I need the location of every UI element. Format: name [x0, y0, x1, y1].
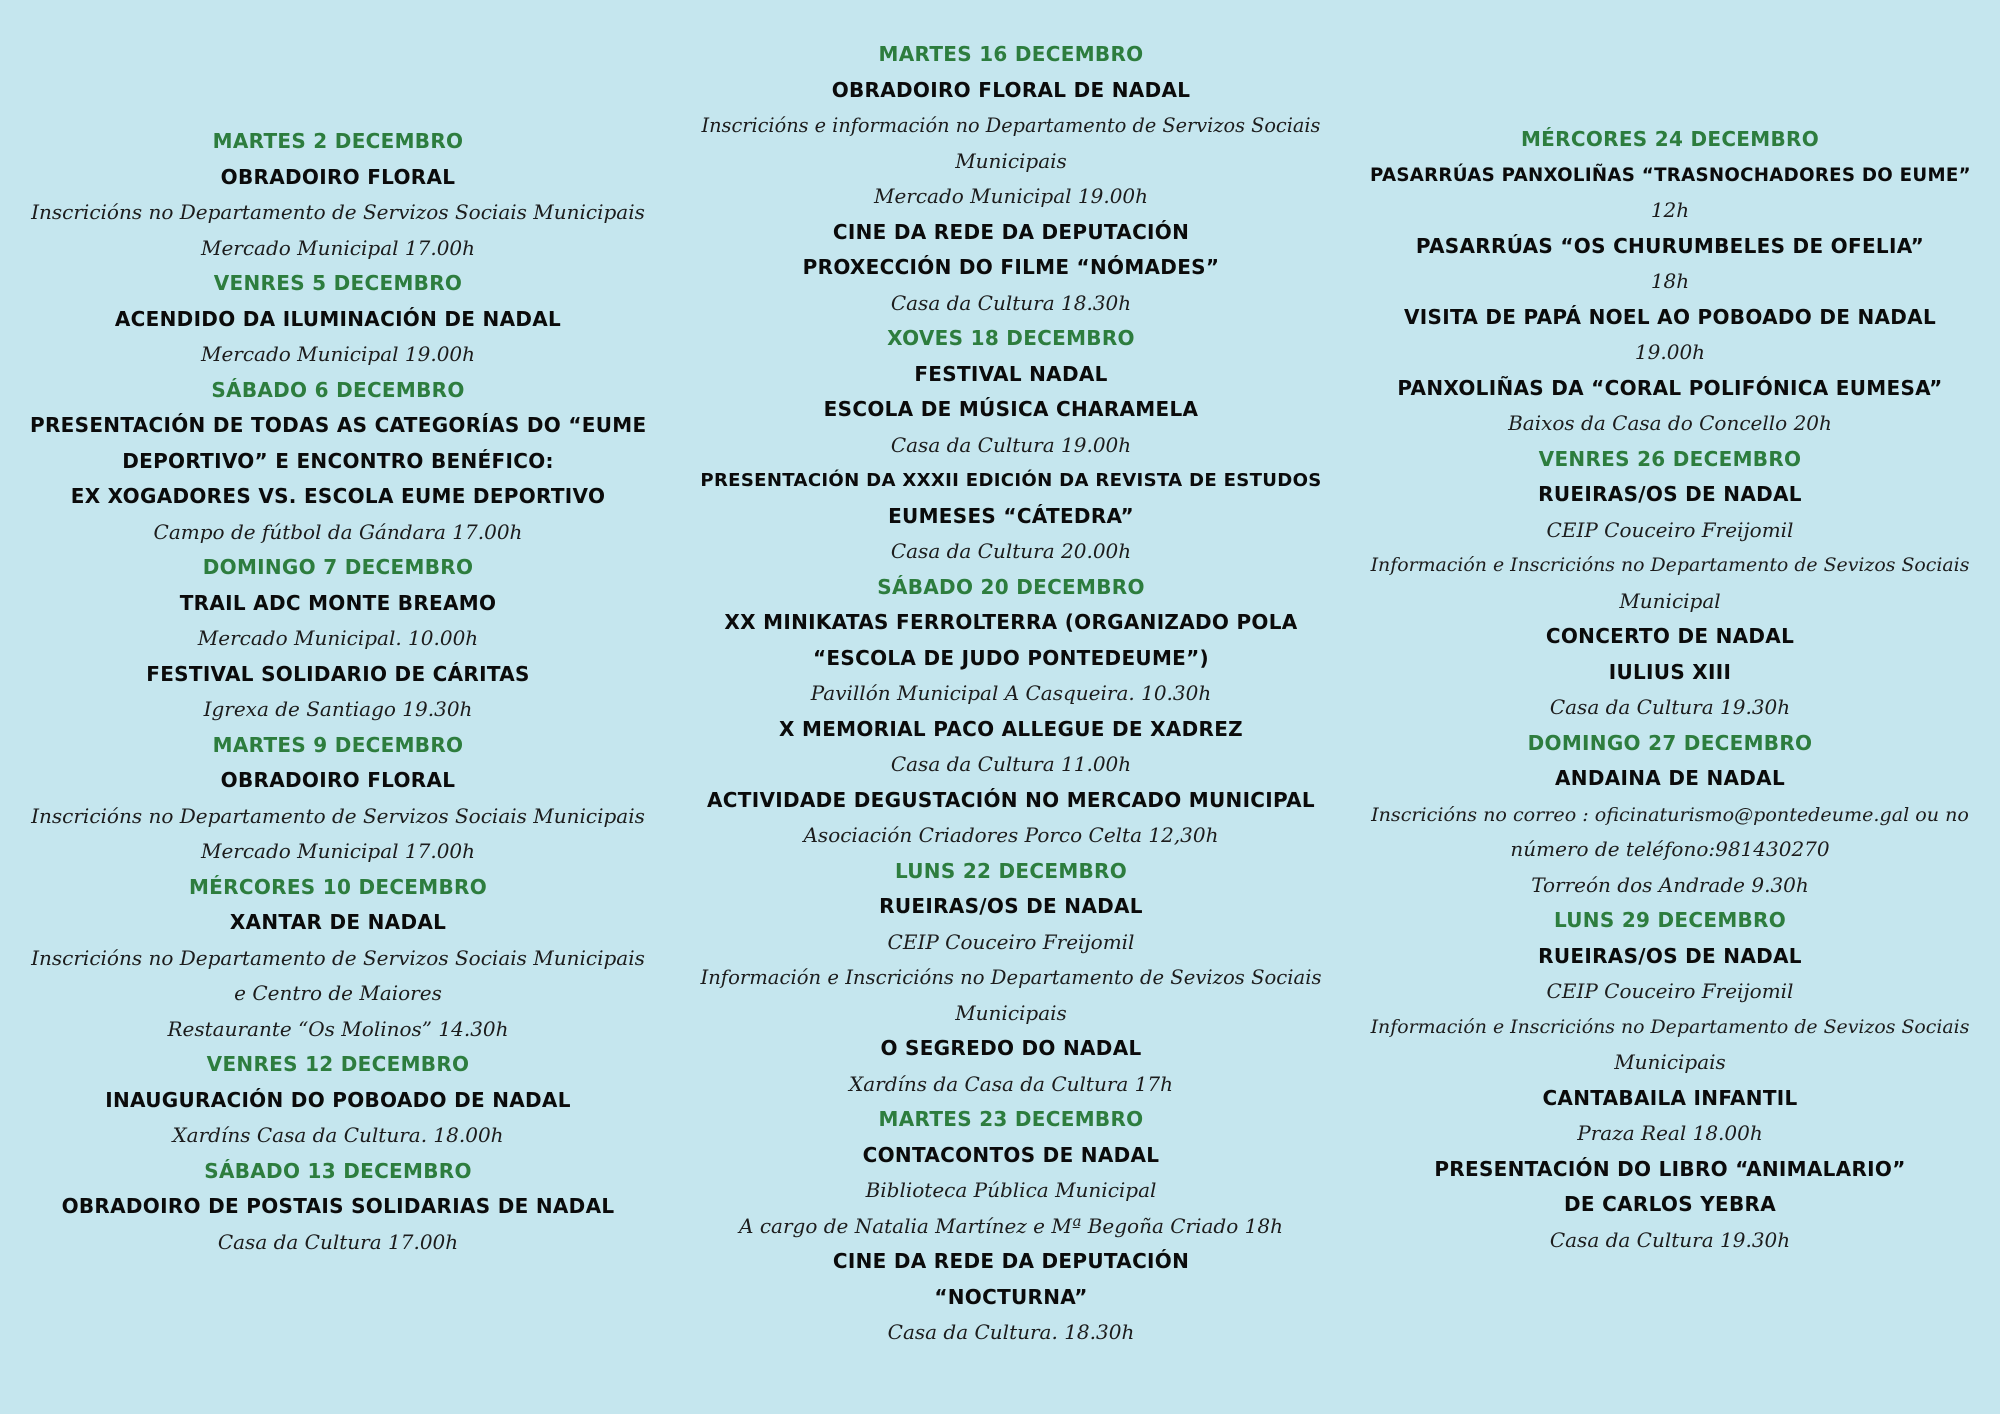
- event-detail: CEIP Couceiro Freijomil: [1546, 517, 1794, 542]
- event-detail: Casa da Cultura 19.00h: [890, 432, 1132, 457]
- event-detail: Municipais: [955, 1000, 1067, 1025]
- event-detail: Biblioteca Pública Municipal: [865, 1178, 1157, 1202]
- event-detail: Información e Inscricións no Departamento de Sevizos Sociais: [700, 966, 1322, 989]
- event-date: LUNS 29 DECEMBRO: [1553, 908, 1787, 932]
- event-date: VENRES 5 DECEMBRO: [213, 271, 463, 295]
- event-detail: Inscricións no Departamento de Servizos Sociais Municipais: [31, 945, 645, 970]
- event-detail: Mercado Municipal 19.00h: [873, 184, 1149, 208]
- event-detail: Mercado Municipal 17.00h: [200, 235, 476, 260]
- event-title: IULIUS XIII: [1608, 659, 1732, 684]
- event-title: XANTAR DE NADAL: [229, 910, 447, 934]
- event-detail: e Centro de Maiores: [234, 981, 442, 1005]
- event-title: PANXOLIÑAS DA “CORAL POLIFÓNICA EUMESA”: [1397, 375, 1943, 400]
- event-title: TRAIL ADC MONTE BREAMO: [179, 590, 497, 615]
- event-title: PASARRÚAS “OS CHURUMBELES DE OFELIA”: [1415, 233, 1925, 258]
- event-date: SÁBADO 13 DECEMBRO: [204, 1158, 472, 1183]
- event-detail: Baixos da Casa do Concello 20h: [1508, 411, 1832, 435]
- event-detail: Xardíns Casa da Cultura. 18.00h: [172, 1123, 504, 1147]
- event-detail: Restaurante “Os Molinos” 14.30h: [167, 1016, 509, 1041]
- event-title: O SEGREDO DO NADAL: [880, 1036, 1142, 1060]
- event-title: FESTIVAL NADAL: [914, 361, 1108, 386]
- event-detail: Casa da Cultura 17.00h: [217, 1229, 459, 1254]
- event-date: DOMINGO 27 DECEMBRO: [1527, 730, 1813, 755]
- event-detail: Xardíns da Casa da Cultura 17h: [848, 1071, 1174, 1096]
- event-title: INAUGURACIÓN DO POBOADO DE NADAL: [105, 1087, 571, 1112]
- event-detail: Casa da Cultura. 18.30h: [887, 1320, 1135, 1344]
- event-title: DE CARLOS YEBRA: [1564, 1192, 1776, 1216]
- event-title: ESCOLA DE MÚSICA CHARAMELA: [823, 397, 1199, 421]
- event-detail: Casa da Cultura 19.30h: [1549, 1227, 1791, 1252]
- event-detail: Mercado Municipal 17.00h: [200, 839, 476, 863]
- event-title: OBRADOIRO FLORAL: [220, 164, 456, 189]
- event-date: SÁBADO 20 DECEMBRO: [877, 574, 1145, 599]
- event-title: X MEMORIAL PACO ALLEGUE DE XADREZ: [779, 716, 1243, 741]
- event-detail: Municipais: [1614, 1050, 1726, 1074]
- event-title: PRESENTACIÓN DO LIBRO “ANIMALARIO”: [1434, 1156, 1906, 1181]
- event-title: RUEIRAS/OS DE NADAL: [879, 894, 1143, 918]
- event-detail: A cargo de Natalia Martínez e Mª Begoña Criado 18h: [739, 1213, 1283, 1238]
- event-detail: Información e Inscricións no Departamento de Sevizos Sociais: [1370, 1015, 1970, 1038]
- event-detail: Casa da Cultura 20.00h: [890, 539, 1132, 563]
- event-title: PASARRÚAS PANXOLIÑAS “TRASNOCHADORES DO EUME”: [1370, 164, 1971, 186]
- event-title: OBRADOIRO DE POSTAIS SOLIDARIAS DE NADAL: [61, 1194, 615, 1218]
- event-date: MÉRCORES 10 DECEMBRO: [188, 874, 488, 899]
- event-date: VENRES 12 DECEMBRO: [206, 1052, 470, 1076]
- event-title: OBRADOIRO FLORAL DE NADAL: [831, 77, 1191, 102]
- event-title: CINE DA REDE DA DEPUTACIÓN: [832, 219, 1190, 244]
- event-title: PRESENTACIÓN DE TODAS AS CATEGORÍAS DO “EUME: [30, 413, 647, 437]
- event-detail: Inscricións e información no Departamento de Servizos Sociais: [701, 114, 1321, 137]
- event-date: MARTES 16 DECEMBRO: [878, 42, 1144, 66]
- event-detail: CEIP Couceiro Freijomil: [1546, 979, 1794, 1003]
- event-title: DEPORTIVO” E ENCONTRO BENÉFICO:: [122, 448, 554, 473]
- event-detail: Inscricións no correo : oficinaturismo@pontedeume.gal ou no: [1371, 802, 1969, 826]
- event-date: VENRES 26 DECEMBRO: [1538, 446, 1802, 471]
- event-detail: 19.00h: [1634, 340, 1706, 364]
- event-detail: Inscricións no Departamento de Servizos Sociais Municipais: [31, 200, 645, 224]
- event-detail: Mercado Municipal. 10.00h: [197, 626, 479, 650]
- program-column-2: [700, 37, 1322, 1351]
- event-detail: Información e Inscricións no Departamento de Sevizos Sociais: [1370, 554, 1970, 576]
- event-date: MARTES 2 DECEMBRO: [212, 129, 464, 153]
- event-title: RUEIRAS/OS DE NADAL: [1538, 943, 1802, 968]
- event-title: CONTACONTOS DE NADAL: [862, 1142, 1160, 1167]
- event-detail: Praza Real 18.00h: [1577, 1121, 1763, 1145]
- event-detail: Igrexa de Santiago 19.30h: [203, 697, 473, 721]
- event-title: CONCERTO DE NADAL: [1545, 624, 1795, 648]
- event-detail: Casa da Cultura 19.30h: [1549, 695, 1791, 719]
- event-detail: Campo de fútbol da Gándara 17.00h: [153, 519, 523, 544]
- event-date: MARTES 9 DECEMBRO: [212, 732, 464, 757]
- event-detail: Mercado Municipal 19.00h: [200, 342, 476, 366]
- event-detail: CEIP Couceiro Freijomil: [887, 929, 1135, 954]
- event-detail: 12h: [1650, 198, 1690, 222]
- event-detail: 18h: [1650, 269, 1690, 293]
- event-detail: Municipal: [1619, 588, 1721, 613]
- event-detail: Pavillón Municipal A Casqueira. 10.30h: [810, 681, 1212, 705]
- event-title: ANDAINA DE NADAL: [1555, 766, 1785, 790]
- event-title: “NOCTURNA”: [934, 1284, 1088, 1309]
- program-column-1: [30, 124, 646, 1260]
- event-title: PRESENTACIÓN DA XXXII EDICIÓN DA REVISTA DE ESTUDOS: [700, 470, 1322, 491]
- event-detail: Casa da Cultura 18.30h: [890, 290, 1132, 315]
- event-date: SÁBADO 6 DECEMBRO: [211, 377, 465, 402]
- event-date: MÉRCORES 24 DECEMBRO: [1520, 127, 1820, 151]
- event-title: EX XOGADORES VS. ESCOLA EUME DEPORTIVO: [70, 484, 606, 508]
- event-title: CINE DA REDE DA DEPUTACIÓN: [832, 1249, 1190, 1273]
- program-column-3: [1370, 122, 1970, 1258]
- event-title: PROXECCIÓN DO FILME “NÓMADES”: [802, 255, 1220, 279]
- event-title: VISITA DE PAPÁ NOEL AO POBOADO DE NADAL: [1403, 304, 1937, 329]
- event-title: EUMESES “CÁTEDRA”: [888, 503, 1134, 528]
- event-detail: Casa da Cultura 11.00h: [890, 752, 1132, 776]
- event-title: OBRADOIRO FLORAL: [220, 768, 456, 792]
- event-title: XX MINIKATAS FERROLTERRA (ORGANIZADO POLA: [724, 610, 1298, 634]
- event-detail: Torreón dos Andrade 9.30h: [1531, 872, 1809, 897]
- event-detail: Municipais: [955, 148, 1067, 173]
- event-date: LUNS 22 DECEMBRO: [894, 858, 1128, 883]
- event-detail: Asociación Criadores Porco Celta 12,30h: [803, 823, 1219, 847]
- event-title: FESTIVAL SOLIDARIO DE CÁRITAS: [146, 661, 530, 686]
- event-title: “ESCOLA DE JUDO PONTEDEUME”): [812, 645, 1209, 670]
- event-date: XOVES 18 DECEMBRO: [887, 326, 1135, 350]
- event-date: MARTES 23 DECEMBRO: [878, 1107, 1144, 1131]
- event-title: ACENDIDO DA ILUMINACIÓN DE NADAL: [114, 306, 562, 331]
- event-title: RUEIRAS/OS DE NADAL: [1538, 482, 1802, 506]
- event-date: DOMINGO 7 DECEMBRO: [202, 555, 474, 579]
- event-title: ACTIVIDADE DEGUSTACIÓN NO MERCADO MUNICIPAL: [707, 787, 1315, 812]
- event-title: CANTABAILA INFANTIL: [1542, 1085, 1798, 1110]
- event-detail: número de teléfono:981430270: [1510, 837, 1830, 861]
- event-detail: Inscricións no Departamento de Servizos Sociais Municipais: [31, 803, 645, 828]
